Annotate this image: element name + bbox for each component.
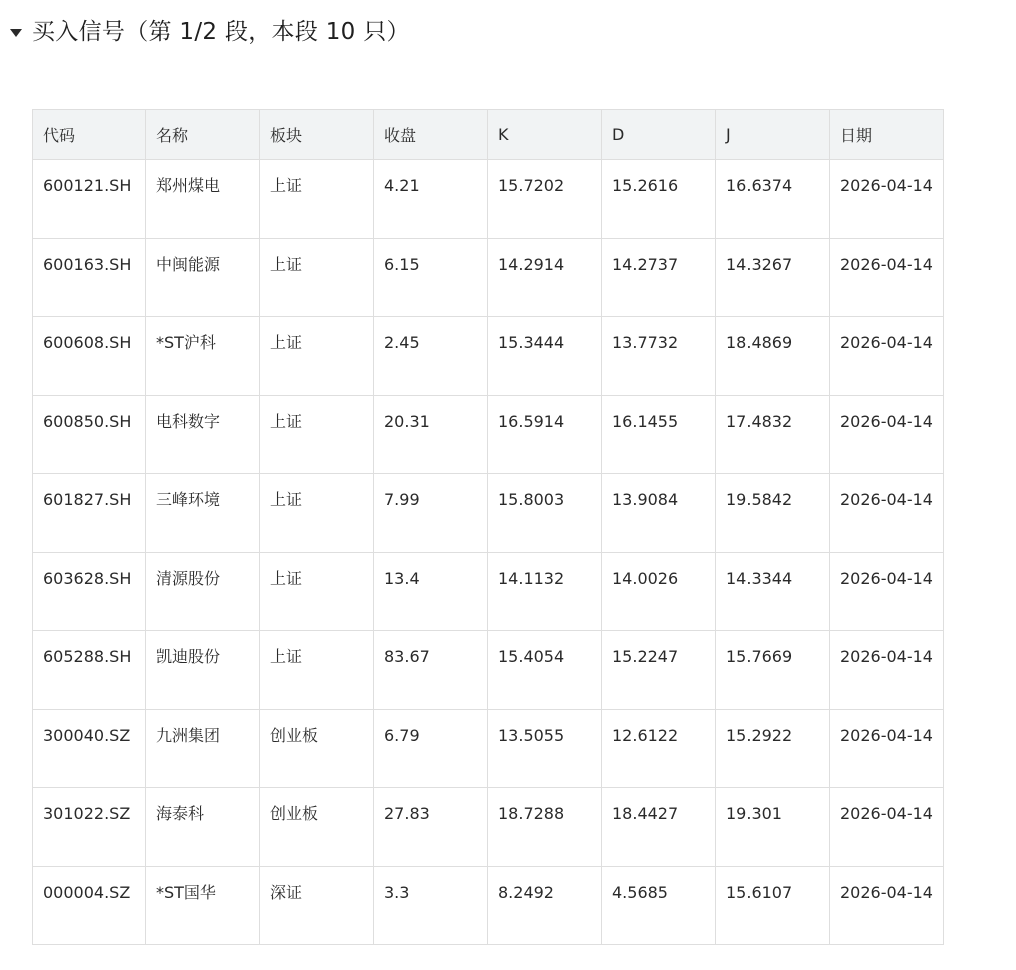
- cell-close: 6.15: [374, 238, 488, 317]
- cell-code: 600121.SH: [33, 160, 146, 239]
- cell-j: 15.7669: [716, 631, 830, 710]
- column-header-code: 代码: [33, 110, 146, 160]
- cell-name: 电科数字: [146, 395, 260, 474]
- cell-code: 601827.SH: [33, 474, 146, 553]
- cell-date: 2026-04-14: [830, 631, 944, 710]
- cell-d: 14.2737: [602, 238, 716, 317]
- column-header-d: D: [602, 110, 716, 160]
- cell-name: 九洲集团: [146, 709, 260, 788]
- table-row: [33, 395, 944, 474]
- cell-d: 15.2247: [602, 631, 716, 710]
- cell-sector: 创业板: [260, 788, 374, 867]
- cell-close: 13.4: [374, 552, 488, 631]
- table-body: [33, 160, 944, 945]
- cell-name: 中闽能源: [146, 238, 260, 317]
- table-row: [33, 160, 944, 239]
- cell-date: 2026-04-14: [830, 238, 944, 317]
- cell-code: 300040.SZ: [33, 709, 146, 788]
- caret-down-icon[interactable]: [10, 29, 22, 37]
- cell-name: 凯迪股份: [146, 631, 260, 710]
- table-row: [33, 552, 944, 631]
- cell-name: 清源股份: [146, 552, 260, 631]
- column-header-close: 收盘: [374, 110, 488, 160]
- cell-k: 16.5914: [488, 395, 602, 474]
- table-row: [33, 317, 944, 396]
- cell-name: 海泰科: [146, 788, 260, 867]
- table-row: [33, 631, 944, 710]
- cell-close: 7.99: [374, 474, 488, 553]
- cell-date: 2026-04-14: [830, 474, 944, 553]
- cell-j: 15.2922: [716, 709, 830, 788]
- cell-d: 13.9084: [602, 474, 716, 553]
- cell-sector: 上证: [260, 160, 374, 239]
- cell-j: 18.4869: [716, 317, 830, 396]
- cell-close: 4.21: [374, 160, 488, 239]
- cell-close: 83.67: [374, 631, 488, 710]
- cell-j: 17.4832: [716, 395, 830, 474]
- cell-date: 2026-04-14: [830, 160, 944, 239]
- cell-k: 15.4054: [488, 631, 602, 710]
- cell-k: 18.7288: [488, 788, 602, 867]
- cell-sector: 上证: [260, 238, 374, 317]
- cell-d: 15.2616: [602, 160, 716, 239]
- cell-k: 15.8003: [488, 474, 602, 553]
- cell-close: 20.31: [374, 395, 488, 474]
- cell-code: 000004.SZ: [33, 866, 146, 945]
- cell-close: 3.3: [374, 866, 488, 945]
- column-header-k: K: [488, 110, 602, 160]
- cell-j: 15.6107: [716, 866, 830, 945]
- column-header-date: 日期: [830, 110, 944, 160]
- cell-k: 15.3444: [488, 317, 602, 396]
- cell-k: 15.7202: [488, 160, 602, 239]
- cell-sector: 创业板: [260, 709, 374, 788]
- column-header-sector: 板块: [260, 110, 374, 160]
- cell-d: 12.6122: [602, 709, 716, 788]
- cell-date: 2026-04-14: [830, 709, 944, 788]
- table-row: [33, 866, 944, 945]
- cell-code: 600850.SH: [33, 395, 146, 474]
- cell-j: 19.301: [716, 788, 830, 867]
- cell-d: 13.7732: [602, 317, 716, 396]
- cell-date: 2026-04-14: [830, 552, 944, 631]
- table-row: [33, 788, 944, 867]
- section-toggle[interactable]: [10, 14, 410, 50]
- table-header-row: [33, 110, 944, 160]
- cell-name: *ST沪科: [146, 317, 260, 396]
- cell-j: 19.5842: [716, 474, 830, 553]
- cell-close: 6.79: [374, 709, 488, 788]
- cell-name: 三峰环境: [146, 474, 260, 553]
- cell-k: 13.5055: [488, 709, 602, 788]
- table-row: [33, 238, 944, 317]
- cell-k: 14.2914: [488, 238, 602, 317]
- cell-date: 2026-04-14: [830, 317, 944, 396]
- cell-code: 301022.SZ: [33, 788, 146, 867]
- cell-sector: 深证: [260, 866, 374, 945]
- table-row: [33, 709, 944, 788]
- column-header-j: J: [716, 110, 830, 160]
- cell-j: 14.3267: [716, 238, 830, 317]
- cell-sector: 上证: [260, 474, 374, 553]
- cell-close: 2.45: [374, 317, 488, 396]
- cell-k: 14.1132: [488, 552, 602, 631]
- cell-code: 600163.SH: [33, 238, 146, 317]
- cell-sector: 上证: [260, 395, 374, 474]
- cell-name: *ST国华: [146, 866, 260, 945]
- column-header-name: 名称: [146, 110, 260, 160]
- cell-k: 8.2492: [488, 866, 602, 945]
- cell-close: 27.83: [374, 788, 488, 867]
- cell-j: 16.6374: [716, 160, 830, 239]
- section-title: 买入信号（第 1/2 段，本段 10 只）: [32, 19, 410, 45]
- cell-name: 郑州煤电: [146, 160, 260, 239]
- cell-date: 2026-04-14: [830, 788, 944, 867]
- cell-date: 2026-04-14: [830, 866, 944, 945]
- cell-date: 2026-04-14: [830, 395, 944, 474]
- cell-d: 14.0026: [602, 552, 716, 631]
- cell-code: 605288.SH: [33, 631, 146, 710]
- signals-table: [32, 109, 944, 945]
- cell-j: 14.3344: [716, 552, 830, 631]
- table-row: [33, 474, 944, 553]
- cell-code: 603628.SH: [33, 552, 146, 631]
- cell-d: 4.5685: [602, 866, 716, 945]
- cell-d: 18.4427: [602, 788, 716, 867]
- cell-d: 16.1455: [602, 395, 716, 474]
- cell-sector: 上证: [260, 631, 374, 710]
- cell-sector: 上证: [260, 317, 374, 396]
- cell-code: 600608.SH: [33, 317, 146, 396]
- cell-sector: 上证: [260, 552, 374, 631]
